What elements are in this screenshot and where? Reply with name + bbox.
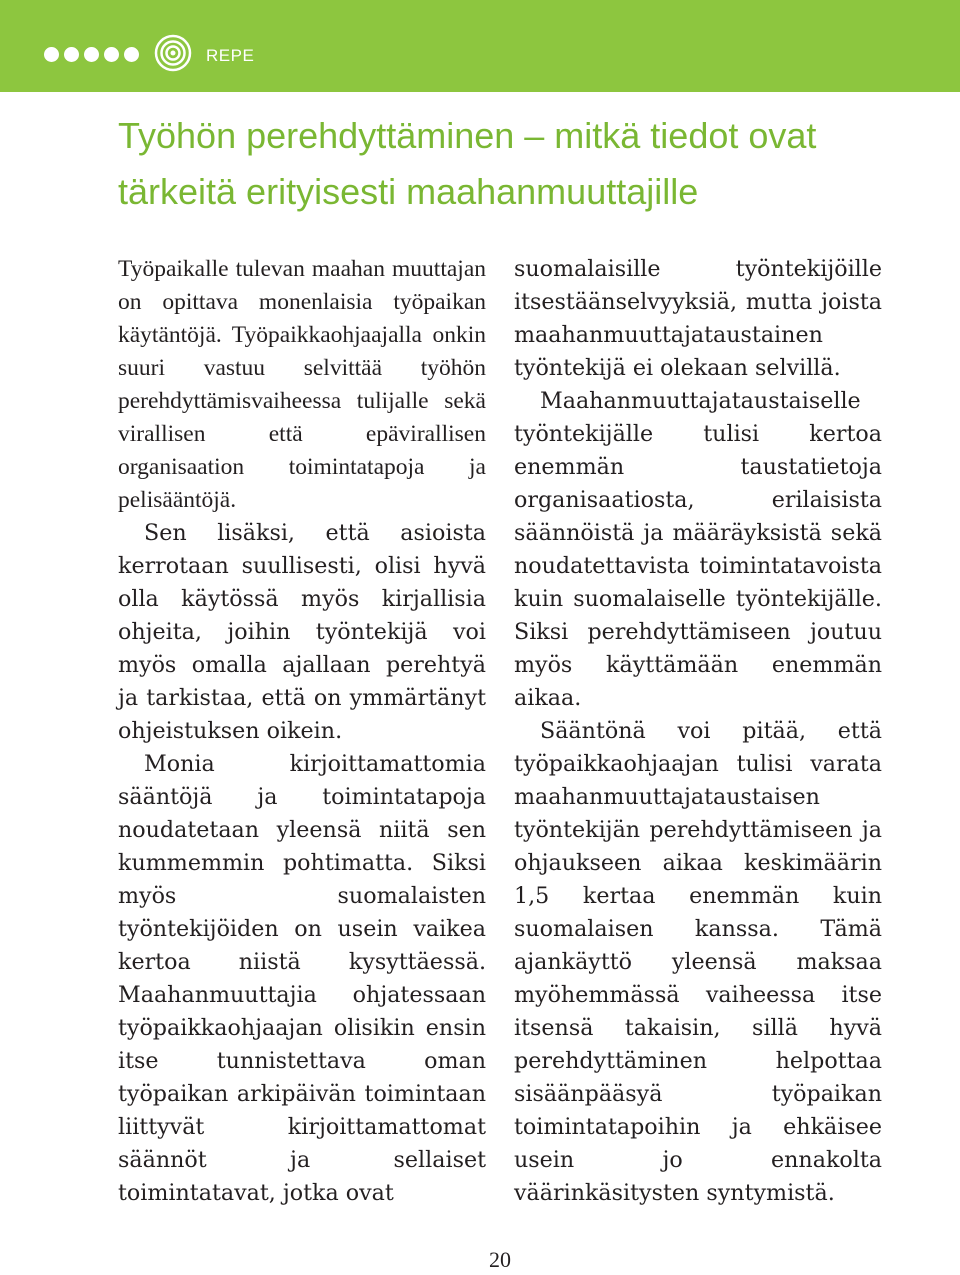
dot-icon <box>44 47 59 62</box>
paragraph: Työpaikalle tulevan maahan muuttajan on opittava monenlaisia työpaikan käytäntöjä. Työpaikkaohjaajalla onkin suuri vastuu selvittää työhön perehdyttämisvaiheessa tulijalle sekä virallisen että epävirallisen organisaation toimintatapoja ja pelisääntöjä. <box>118 256 486 513</box>
dot-icon <box>104 47 119 62</box>
progress-dots <box>44 36 144 72</box>
paragraph: suomalaisille työntekijöille itsestäänselvyyksiä, mutta joista maahanmuuttajataustainen työntekijä ei olekaan selvillä. <box>514 256 882 381</box>
page-title: Työhön perehdyttäminen – mitkä tiedot ovat tärkeitä erityisesti maahanmuuttajille <box>118 115 817 212</box>
brand-label: REPE <box>206 46 255 65</box>
paragraph: Sääntönä voi pitää, että työpaikkaohjaajan tulisi varata maahanmuuttajataustaisen työntekijän perehdyttämiseen ja ohjaukseen aikaa keskimäärin 1,5 kertaa enemmän kuin suomalaisen kanssa. Tämä ajankäyttö yleensä maksaa myöhemmässä vaiheessa itse itsensä takaisin, sillä hyvä perehdyttäminen helpottaa sisäänpääsyä työpaikan toimintatapoihin ja ehkäisee usein jo ennakolta väärinkäsitysten syntymistä. <box>514 718 882 1206</box>
header-bar <box>0 0 960 92</box>
paragraph: Maahanmuuttajataustaiselle työntekijälle tulisi kertoa enemmän taustatietoja organisaatiosta, erilaisista säännöistä ja määräyksistä sekä noudatettavista toimintatavoista kuin suomalaiselle työntekijälle. Siksi perehdyttämiseen joutuu myös käyttämään enemmän aikaa. <box>514 388 882 711</box>
paragraph: Sen lisäksi, että asioista kerrotaan suullisesti, olisi hyvä olla käytössä myös kirjallisia ohjeita, joihin työntekijä voi myös omalla ajallaan perehtyä ja tarkistaa, että on ymmärtänyt ohjeistuksen oikein. <box>118 520 486 744</box>
dot-icon <box>124 47 139 62</box>
dot-icon <box>84 47 99 62</box>
left-column <box>118 253 486 1210</box>
concentric-circles-icon <box>154 34 192 72</box>
dot-icon <box>64 47 79 62</box>
right-column <box>514 253 882 1210</box>
paragraph: Monia kirjoittamattomia sääntöjä ja toimintatapoja noudatetaan yleensä niitä sen kummemmin pohtimatta. Siksi myös suomalaisten työntekijöiden on usein vaikea kertoa niistä kysyttäessä. Maahanmuuttajia ohjatessaan työpaikkaohjaajan olisikin ensin itse tunnistettava oman työpaikan arkipäivän toimintaan liittyvät kirjoittamattomat säännöt ja sellaiset toimintatavat, jotka ovat <box>118 751 486 1206</box>
page-number: 20 <box>489 1247 511 1272</box>
